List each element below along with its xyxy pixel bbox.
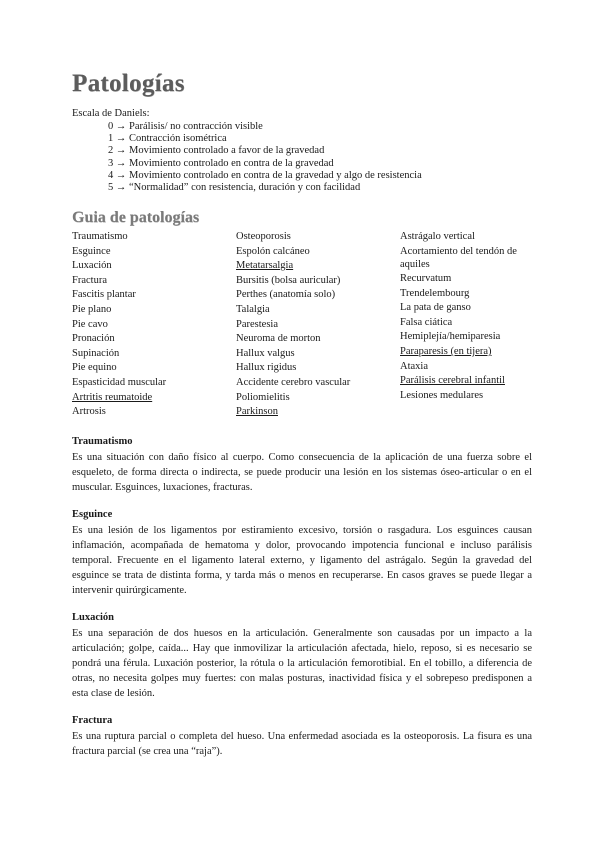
guide-item: Osteoporosis [236, 231, 291, 242]
guide-item: Fascitis plantar [72, 289, 136, 301]
scale-item: 3 → Movimiento controlado en contra de la gravedad [108, 157, 334, 169]
guide-item: Falsa ciática [400, 316, 453, 328]
section-heading: Traumatismo [72, 436, 133, 447]
section-text: Es una ruptura parcial o completa del hueso. Una enfermedad asociada es la osteoporosis. La fisura es una fractura parcial (se crea una “raja”). [72, 731, 532, 757]
section-heading: Fractura [72, 715, 113, 726]
guide-item: Pie cavo [72, 318, 108, 330]
guide-item: Fractura [72, 274, 107, 286]
guide-item: Hallux valgus [236, 347, 295, 359]
scale-item: 4 → Movimiento controlado en contra de la gravedad y algo de resistencia [108, 169, 422, 181]
guide-title: Guia de patologías [72, 209, 200, 226]
guide-item: Astrágalo vertical [400, 231, 475, 242]
guide-item: Luxación [72, 260, 112, 272]
guide-item: Ataxia [400, 360, 428, 372]
scale-item: 2 → Movimiento controlado a favor de la gravedad [108, 145, 325, 157]
guide-column-3 [400, 230, 540, 403]
guide-item: Trendelembourg [400, 287, 470, 299]
guide-item: Espasticidad muscular [72, 376, 167, 388]
guide-item: Accidente cerebro vascular [236, 376, 351, 388]
scale-label: Escala de Daniels: [72, 108, 150, 119]
guide-item: Recurvatum [400, 273, 452, 285]
guide-item: Pie equino [72, 362, 117, 374]
section-text: Es una lesión de los ligamentos por estiramiento excesivo, torsión o rasgadura. Los esguinces causan inflamación, acompañada de hematoma y dolor, provocando impotencia funcional e incluso parálisis temporal. Frecuente en el ligamento lateral externo, y ligamento del astrágalo. Según la gravedad del esguince se trata de distinta forma, y tarda más o menos en recuperarse. En casos graves se puede llegar a intervenir quirúrgicamente. [72, 525, 532, 596]
guide-link[interactable]: Parálisis cerebral infantil [400, 375, 505, 387]
guide-column-1 [72, 230, 252, 420]
scale-item: 5 → “Normalidad” con resistencia, duración y con facilidad [108, 182, 361, 194]
guide-link[interactable]: Metatarsalgia [236, 260, 294, 272]
section-luxacion [72, 612, 532, 701]
guide-item: Espolón calcáneo [236, 245, 310, 257]
guide-item: Neuroma de morton [236, 333, 321, 345]
section-text: Es una separación de dos huesos en la articulación. Generalmente son causadas por un impacto a la articulación; golpe, caída... Hay que inmovilizar la articulación afectada, hielo, reposo, si es necesario se pondrá una férula. Luxación posterior, la rótula o la articulación femorotibial. En el tobillo, a diferencia de otras, no necesita golpes muy fuertes: con malas posturas, inactividad física y el sobrepeso predisponen a esta clase de lesión. [72, 628, 532, 699]
guide-item: Hallux rigidus [236, 362, 297, 374]
guide-link[interactable]: Artritis reumatoide [72, 391, 153, 403]
scale-item: 0 → Parálisis/ no contracción visible [108, 121, 263, 132]
section-heading: Luxación [72, 612, 115, 623]
guide-item: Talalgia [236, 303, 270, 315]
section-fractura [72, 715, 532, 759]
guide-item: Supinación [72, 347, 120, 359]
guide-item: La pata de ganso [400, 302, 471, 314]
daniels-scale-list [108, 121, 422, 194]
section-traumatismo [72, 436, 532, 495]
guide-item: Esguince [72, 245, 111, 257]
guide-item: Poliomielitis [236, 391, 290, 403]
guide-item: Acortamiento del tendón de aquiles [400, 245, 517, 270]
section-text: Es una situación con daño físico al cuerpo. Como consecuencia de la aplicación de una fuerza sobre el esqueleto, de forma directa o indirecta, se puede producir una lesión en los sistemas óseo-articular o en el muscular. Esguinces, luxaciones, fracturas. [72, 452, 532, 493]
page-title: Patologías [72, 70, 185, 97]
guide-item: Bursitis (bolsa auricular) [236, 274, 341, 286]
guide-item: Parestesia [236, 318, 278, 330]
guide-link[interactable]: Parkinson [236, 406, 278, 418]
guide-item: Artrosis [72, 406, 106, 418]
scale-item: 1 → Contracción isométrica [108, 133, 227, 145]
guide-column-2 [236, 230, 396, 420]
guide-item: Pronación [72, 333, 115, 345]
guide-link[interactable]: Paraparesis (en tijera) [400, 346, 492, 358]
guide-item: Lesiones medulares [400, 389, 484, 401]
guide-item: Pie plano [72, 303, 112, 315]
section-esguince [72, 509, 532, 598]
guide-item: Perthes (anatomía solo) [236, 289, 336, 301]
guide-item: Traumatismo [72, 231, 128, 242]
guide-item: Hemiplejía/hemiparesia [400, 331, 501, 343]
section-heading: Esguince [72, 509, 113, 520]
